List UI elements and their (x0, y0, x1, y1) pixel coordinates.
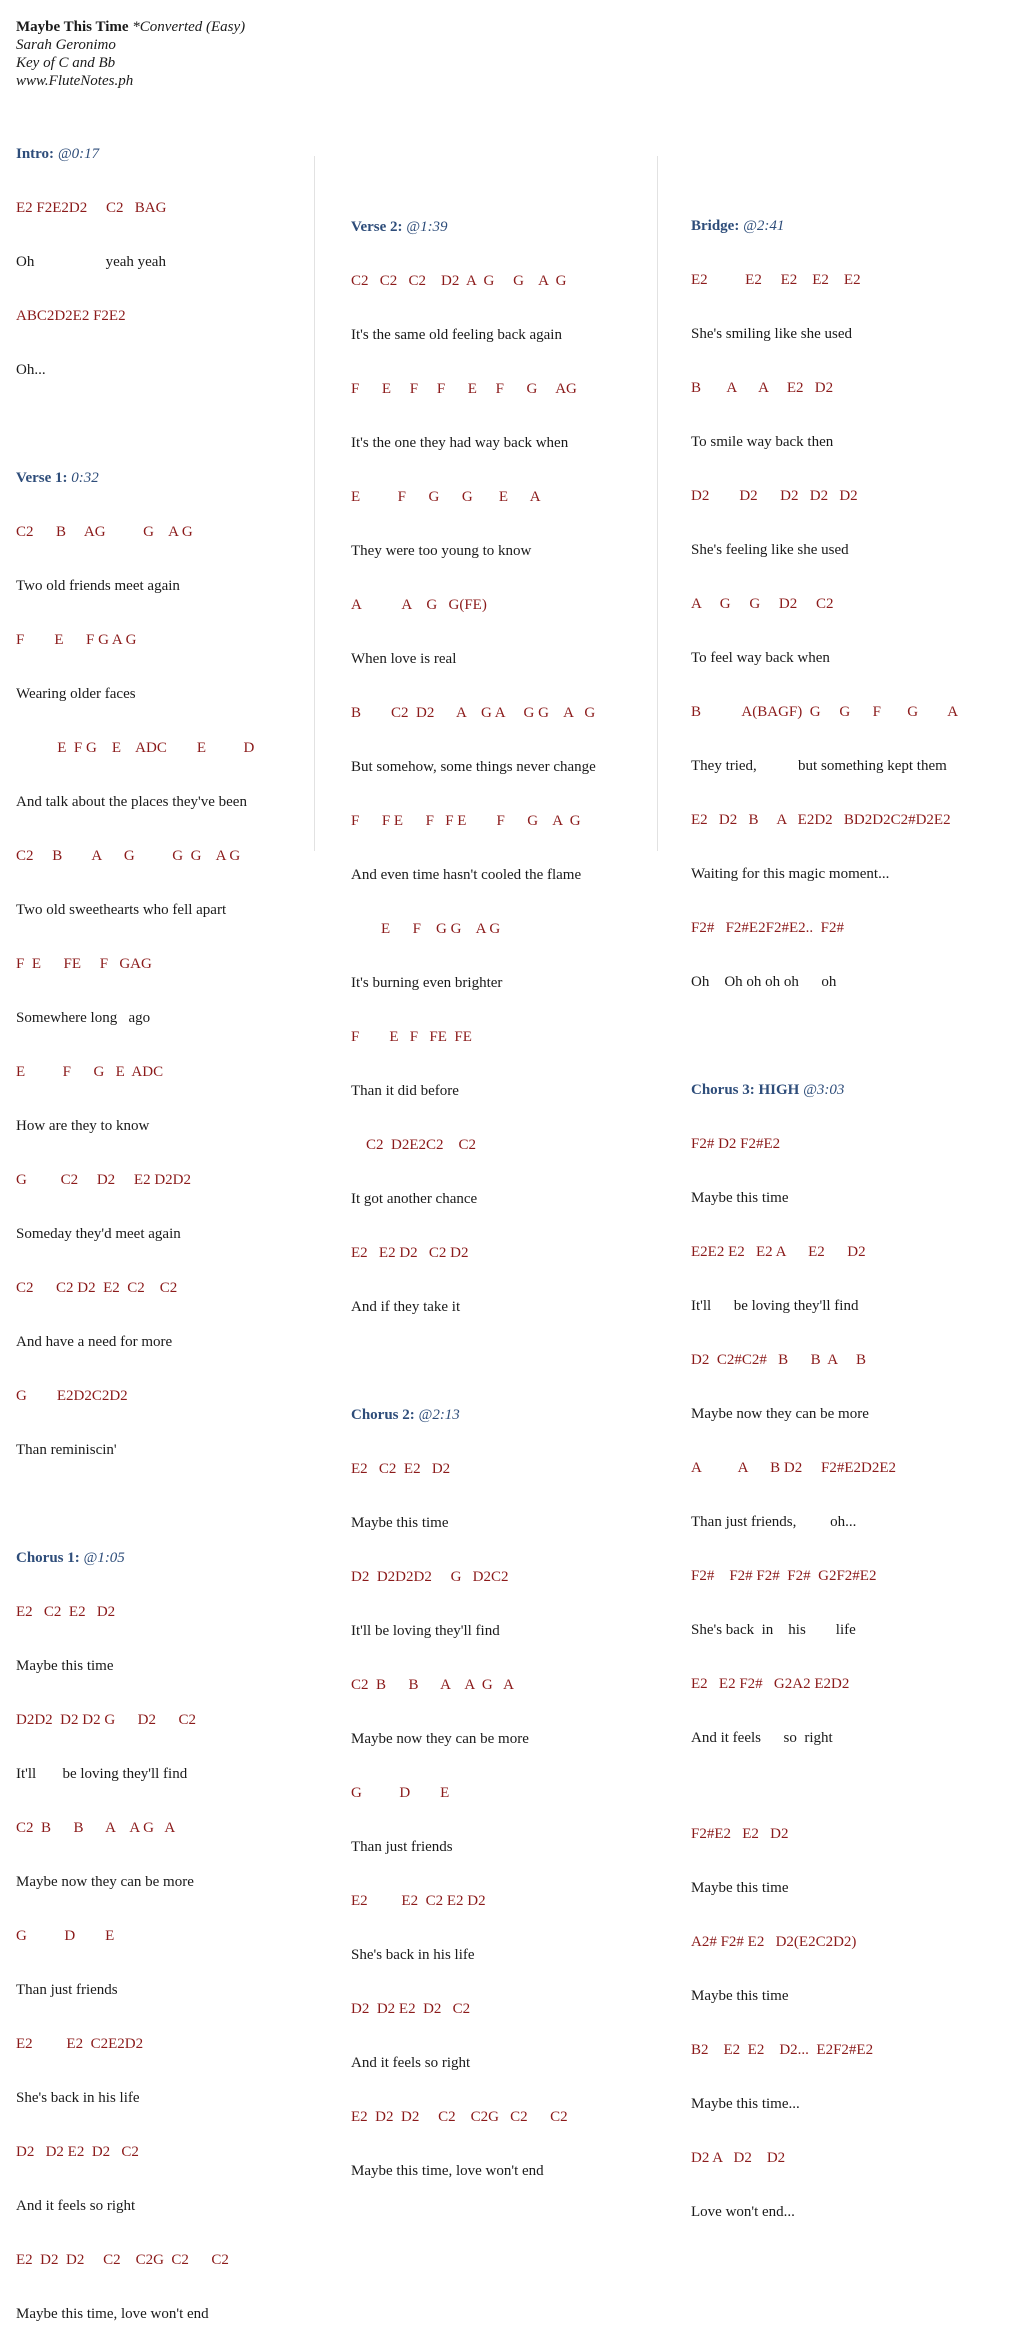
lyric-line: Someday they'd meet again (16, 1226, 181, 1242)
chord-line: G D E (16, 1928, 115, 1944)
lyric-line: And talk about the places they've been (16, 794, 247, 810)
lyric-line: Maybe this time (351, 1515, 449, 1531)
chord-line: D2 D2D2D2 G D2C2 (351, 1569, 509, 1585)
lyric-line: She's back in his life (351, 1947, 475, 1963)
column-3 (691, 181, 958, 2239)
lyric-line: Than just friends, oh... (691, 1514, 857, 1530)
chord-line: F F E F F E F G A G (351, 813, 581, 829)
lyric-line: Maybe this time... (691, 2096, 800, 2112)
chord-line: G D E (351, 1785, 450, 1801)
chord-line: C2 C2 D2 E2 C2 C2 (16, 1280, 178, 1296)
lyric-line: Maybe this time, love won't end (351, 2163, 544, 2179)
section-heading-verse-1: Verse 1: 0:32 (16, 470, 99, 486)
chord-line: D2 D2 E2 D2 C2 (351, 2001, 471, 2017)
lyric-line: Maybe now they can be more (16, 1874, 194, 1890)
chord-line: E F G E ADC (16, 1064, 164, 1080)
chord-line: C2 B AG G A G (16, 524, 193, 540)
chord-line: E2 E2 E2 E2 E2 (691, 272, 861, 288)
lyric-line: And have a need for more (16, 1334, 173, 1350)
lyric-line: It'll be loving they'll find (691, 1298, 859, 1314)
chord-line: E2 E2 F2# G2A2 E2D2 (691, 1676, 850, 1692)
section-heading-chorus-2: Chorus 2: @2:13 (351, 1407, 460, 1423)
chord-line: A G G D2 C2 (691, 596, 834, 612)
lyric-line: It's the one they had way back when (351, 435, 569, 451)
lyric-line: Somewhere long ago (16, 1010, 151, 1026)
column-1 (16, 109, 254, 2341)
chord-line: F2#E2 E2 D2 (691, 1826, 789, 1842)
lyric-line: And it feels so right (351, 2055, 471, 2071)
lyric-line: And even time hasn't cooled the flame (351, 867, 582, 883)
lyric-line: Than reminiscin' (16, 1442, 117, 1458)
section-heading-verse-2: Verse 2: @1:39 (351, 219, 448, 235)
chord-line: C2 B B A A G A (16, 1820, 176, 1836)
chord-line: E2 C2 E2 D2 (16, 1604, 116, 1620)
chord-line: D2 D2 E2 D2 C2 (16, 2144, 139, 2160)
lyric-line: When love is real (351, 651, 457, 667)
chord-line: B2 E2 E2 D2... E2F2#E2 (691, 2042, 874, 2058)
song-key: Key of C and Bb (16, 55, 116, 71)
lyric-line: It'll be loving they'll find (351, 1623, 500, 1639)
lyric-line: Maybe now they can be more (351, 1731, 529, 1747)
lyric-line: Than it did before (351, 1083, 459, 1099)
lyric-line: She's feeling like she used (691, 542, 849, 558)
lyric-line: Oh... (16, 362, 46, 378)
chord-line: A A B D2 F2#E2D2E2 (691, 1460, 897, 1476)
section-heading-chorus-1: Chorus 1: @1:05 (16, 1550, 125, 1566)
chord-line: F2# F2#E2F2#E2.. F2# (691, 920, 844, 936)
chord-line: F E F F E F G AG (351, 381, 577, 397)
chord-line: F E FE F GAG (16, 956, 152, 972)
lyric-line: Love won't end... (691, 2204, 795, 2220)
lyric-line: She's smiling like she used (691, 326, 853, 342)
lyric-line: It's the same old feeling back again (351, 327, 562, 343)
chord-line: B C2 D2 A G A G G A G (351, 705, 596, 721)
chord-line: E2 D2 D2 C2 C2G C2 C2 (16, 2252, 229, 2268)
chord-line: B A(BAGF) G G F G A (691, 704, 959, 720)
chord-line: E2 E2 C2 E2 D2 (351, 1893, 486, 1909)
chord-line: ABC2D2E2 F2E2 (16, 308, 126, 324)
chord-line: E2 E2 D2 C2 D2 (351, 1245, 469, 1261)
lyric-line: It's burning even brighter (351, 975, 503, 991)
chord-line: A A G G(FE) (351, 597, 487, 613)
chord-line: E2 C2 E2 D2 (351, 1461, 451, 1477)
lyric-line: Wearing older faces (16, 686, 136, 702)
lyric-line: Than just friends (351, 1839, 453, 1855)
chord-line: D2 D2 D2 D2 D2 (691, 488, 858, 504)
chord-line: E F G G E A (351, 489, 541, 505)
lyric-line: Oh Oh oh oh oh oh (691, 974, 837, 990)
lyric-line: How are they to know (16, 1118, 150, 1134)
lyric-line: And it feels so right (691, 1730, 833, 1746)
lyric-line: Maybe this time, love won't end (16, 2306, 209, 2322)
chord-line: A2# F2# E2 D2(E2C2D2) (691, 1934, 857, 1950)
lyric-line: They tried, but something kept them (691, 758, 947, 774)
lyric-line: Oh yeah yeah (16, 254, 166, 270)
lyric-line: She's back in his life (16, 2090, 140, 2106)
chord-line: G C2 D2 E2 D2D2 (16, 1172, 191, 1188)
section-heading-intro: Intro: @0:17 (16, 146, 100, 162)
song-site: www.FluteNotes.ph (16, 73, 134, 89)
chord-line: C2 B A G G G A G (16, 848, 241, 864)
lyric-line: Maybe this time (691, 1190, 789, 1206)
column-divider-1 (314, 156, 315, 851)
lyric-line: It got another chance (351, 1191, 478, 1207)
lyric-line: To feel way back when (691, 650, 830, 666)
lyric-line: She's back in his life (691, 1622, 856, 1638)
lyric-line: Two old friends meet again (16, 578, 180, 594)
chord-line: D2D2 D2 D2 G D2 C2 (16, 1712, 196, 1728)
lyric-line: Maybe now they can be more (691, 1406, 869, 1422)
chord-line: F E F FE FE (351, 1029, 472, 1045)
lyric-line: But somehow, some things never change (351, 759, 596, 775)
lyric-line: Maybe this time (16, 1658, 114, 1674)
lyric-line: And it feels so right (16, 2198, 136, 2214)
chord-line: B A A E2 D2 (691, 380, 834, 396)
chord-line: E2 D2 D2 C2 C2G C2 C2 (351, 2109, 568, 2125)
section-heading-bridge: Bridge: @2:41 (691, 218, 785, 234)
chord-line: G E2D2C2D2 (16, 1388, 128, 1404)
lyric-line: Than just friends (16, 1982, 118, 1998)
chord-line: E2 F2E2D2 C2 BAG (16, 200, 167, 216)
lyric-line: To smile way back then (691, 434, 834, 450)
chord-line: C2 C2 C2 D2 A G G A G (351, 273, 567, 289)
song-title-line (16, 18, 245, 36)
chord-line: E2 D2 B A E2D2 BD2D2C2#D2E2 (691, 812, 951, 828)
chord-line: F2# F2# F2# F2# G2F2#E2 (691, 1568, 877, 1584)
song-artist: Sarah Geronimo (16, 37, 116, 53)
lyric-line: Maybe this time (691, 1988, 789, 2004)
chord-line: C2 D2E2C2 C2 (351, 1137, 477, 1153)
chord-line: F2# D2 F2#E2 (691, 1136, 781, 1152)
chord-line: E2E2 E2 E2 A E2 D2 (691, 1244, 866, 1260)
chord-line: D2 C2#C2# B B A B (691, 1352, 867, 1368)
song-subtitle: *Converted (Easy) (132, 19, 246, 35)
lyric-line: Waiting for this magic moment... (691, 866, 890, 882)
lyric-line: Maybe this time (691, 1880, 789, 1896)
section-heading-chorus-3: Chorus 3: HIGH @3:03 (691, 1082, 845, 1098)
chord-line: D2 A D2 D2 (691, 2150, 786, 2166)
chord-line: E2 E2 C2E2D2 (16, 2036, 144, 2052)
song-header (16, 18, 245, 90)
lyric-line: It'll be loving they'll find (16, 1766, 188, 1782)
chord-line: E F G E ADC E D (16, 740, 255, 756)
song-title: Maybe This Time (16, 19, 129, 35)
lyric-line: They were too young to know (351, 543, 532, 559)
chord-line: F E F G A G (16, 632, 137, 648)
chord-line: C2 B B A A G A (351, 1677, 514, 1693)
column-2 (351, 182, 596, 2198)
lyric-line: Two old sweethearts who fell apart (16, 902, 227, 918)
lyric-line: And if they take it (351, 1299, 461, 1315)
column-divider-2 (657, 156, 658, 851)
chord-line: E F G G A G (351, 921, 501, 937)
